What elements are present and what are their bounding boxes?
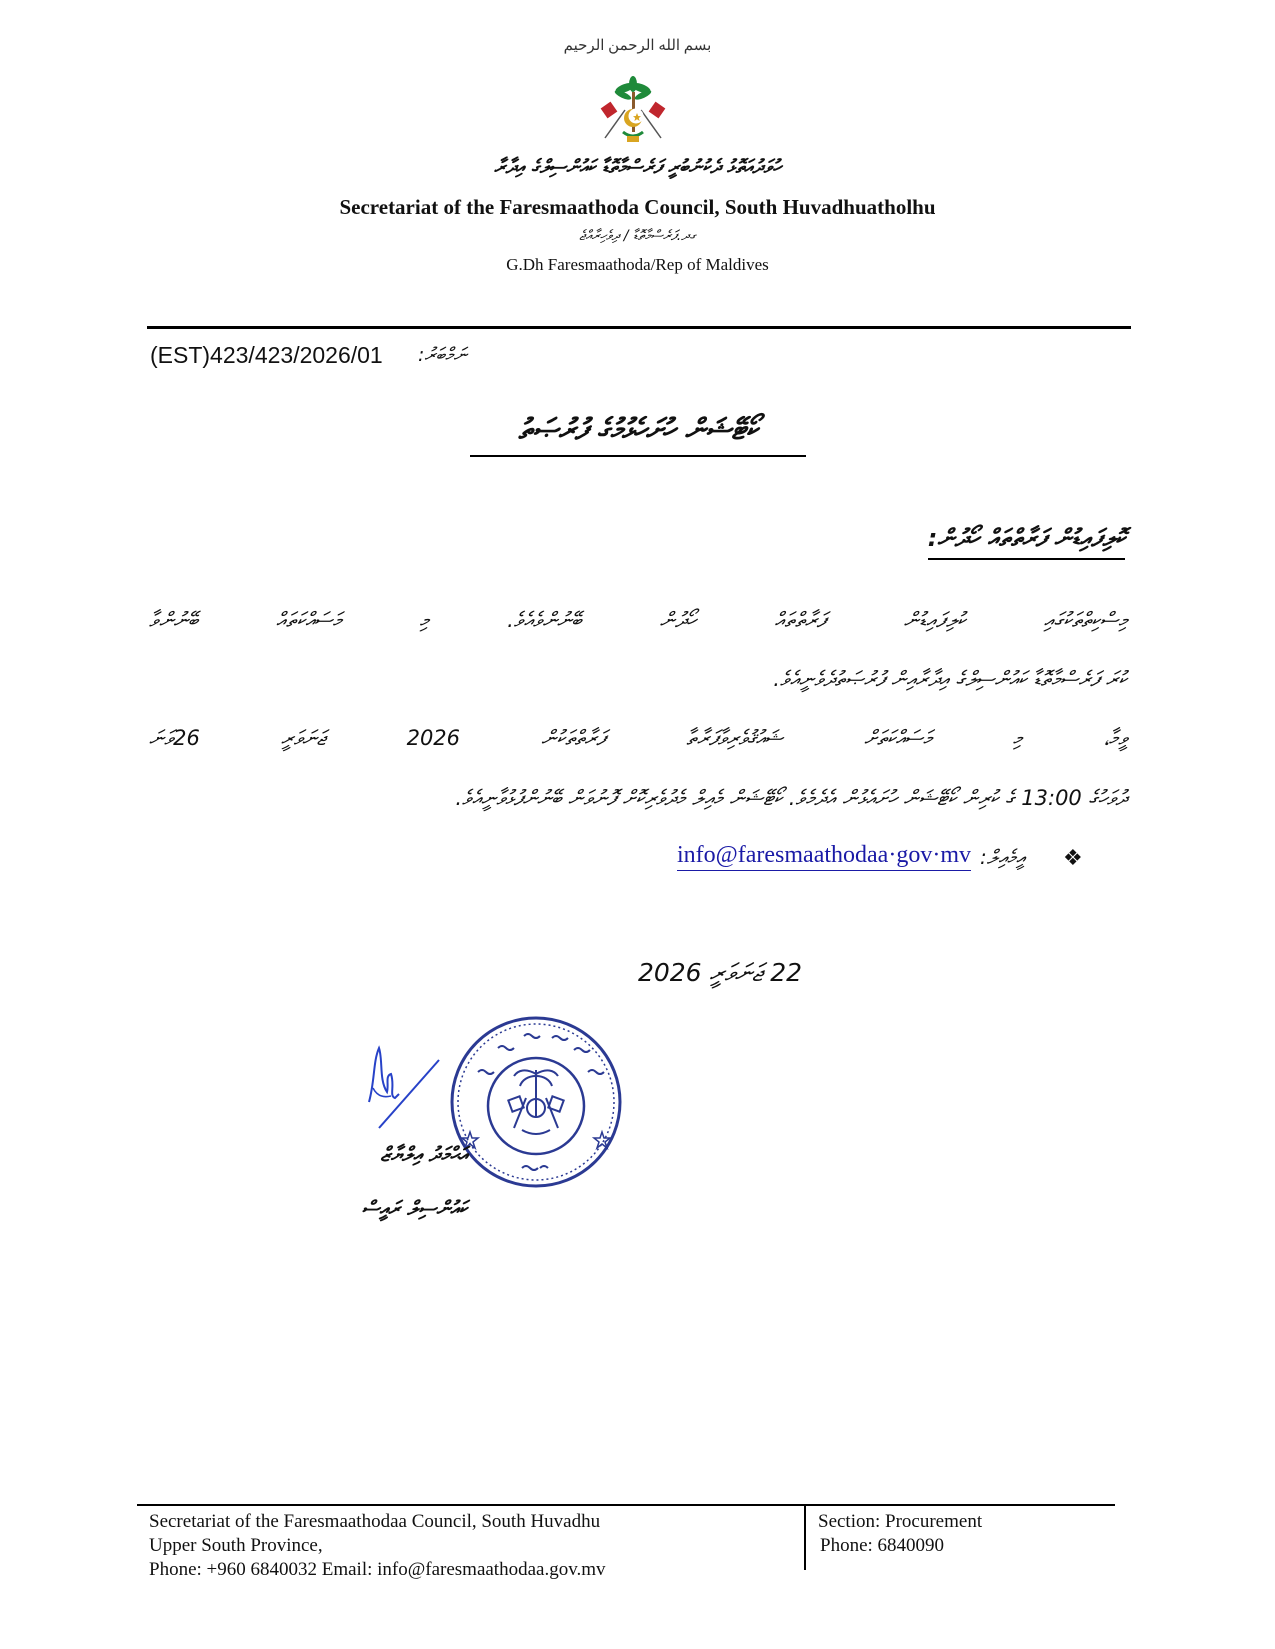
paragraph-line: ކުރަ ފަރެސްމާތޮޑާ ކައުންސިލްގެ އިދާރާއިން ފުރުޞަތުދެވެނީއެވެ. <box>773 667 1127 691</box>
paragraph-line: މިސްކިތްތަކުގައި ކުލިފައިޑުން ފަރާތްތައް ހޯދުން ބޭނުންވެއެވެ. މި މަސައްކަތައް ބޭނުންވާ <box>149 608 1127 632</box>
official-stamp <box>448 1014 624 1190</box>
letter-date: 22 ޖަނަވަރީ 2026 <box>637 958 803 987</box>
state-emblem-icon <box>599 76 667 150</box>
email-label: އީމެއިލް: <box>980 845 1025 869</box>
footer-address-line: Secretariat of the Faresmaathodaa Council, South Huvadhu <box>149 1511 601 1532</box>
signer-name: އަޙްމަދު އިލްޔާޒް <box>380 1142 467 1166</box>
email-link[interactable]: info@faresmaathodaa·gov·mv <box>677 842 971 871</box>
address-line: G.Dh Faresmaathoda/Rep of Maldives <box>506 255 769 274</box>
footer-section: Section: Procurement <box>818 1511 983 1532</box>
paragraph-line: ވީމާ، މި މަސައްކަތަށް ޝައުޤުވެރިވާފަރާތާ ފަރާތްތަކުން 2026 ޖަނަވަރީ 26ވަނަ <box>149 726 1127 750</box>
footer-contact-line: Phone: +960 6840032 Email: info@faresmaathodaa.gov.mv <box>149 1559 606 1580</box>
signature-mark <box>365 1040 445 1132</box>
reference-label: ނަމްބަރު: <box>418 344 467 366</box>
notice-title: ކޯޓޭޝަން ހުށަހެޅުމުގެ ފުރުޞަތު <box>470 412 806 457</box>
footer-phone: Phone: 6840090 <box>820 1535 945 1556</box>
bismillah-calligraphy: بسم الله الرحمن الرحيم <box>563 38 712 54</box>
reference-number: (EST)423/423/2026/01 <box>150 342 383 368</box>
footer-divider <box>137 1504 1115 1506</box>
institution-name-thaana: ހުވަދުއަތޮޅު ދެކުނުބުރީ ފަރެސްމާތޮޑާ ކައުންސިލްގެ އިދާރާ <box>494 156 781 178</box>
notice-salutation: ކޮލިފައިޑުން ފަރާތްތައް ހޯދުން: <box>928 524 1125 560</box>
footer-column-divider <box>804 1504 806 1570</box>
header-divider <box>147 326 1131 329</box>
signer-title: ކައުންސިލް ރައީސް <box>361 1196 467 1220</box>
address-thaana: ގދ.ފަރެސްމާތޮޑާ / ދިވެހިރާއްޖެ <box>579 228 696 244</box>
paragraph-line: ދުވަހުގެ 13:00 ގެ ކުރިން ކޯޓޭޝަން ހުށައެޅުން އެދެމެވެ. ކޯޓޭޝަން މެއިލް މެދުވެރިކޮށް ފޮނުވަން ބޭނުންފުޅުވާނީއެވެ. <box>455 786 1127 810</box>
institution-name: Secretariat of the Faresmaathoda Council, South Huvadhuatholhu <box>339 195 936 219</box>
footer-address-line: Upper South Province, <box>149 1535 323 1556</box>
bullet-icon: ❖ <box>1063 845 1083 870</box>
